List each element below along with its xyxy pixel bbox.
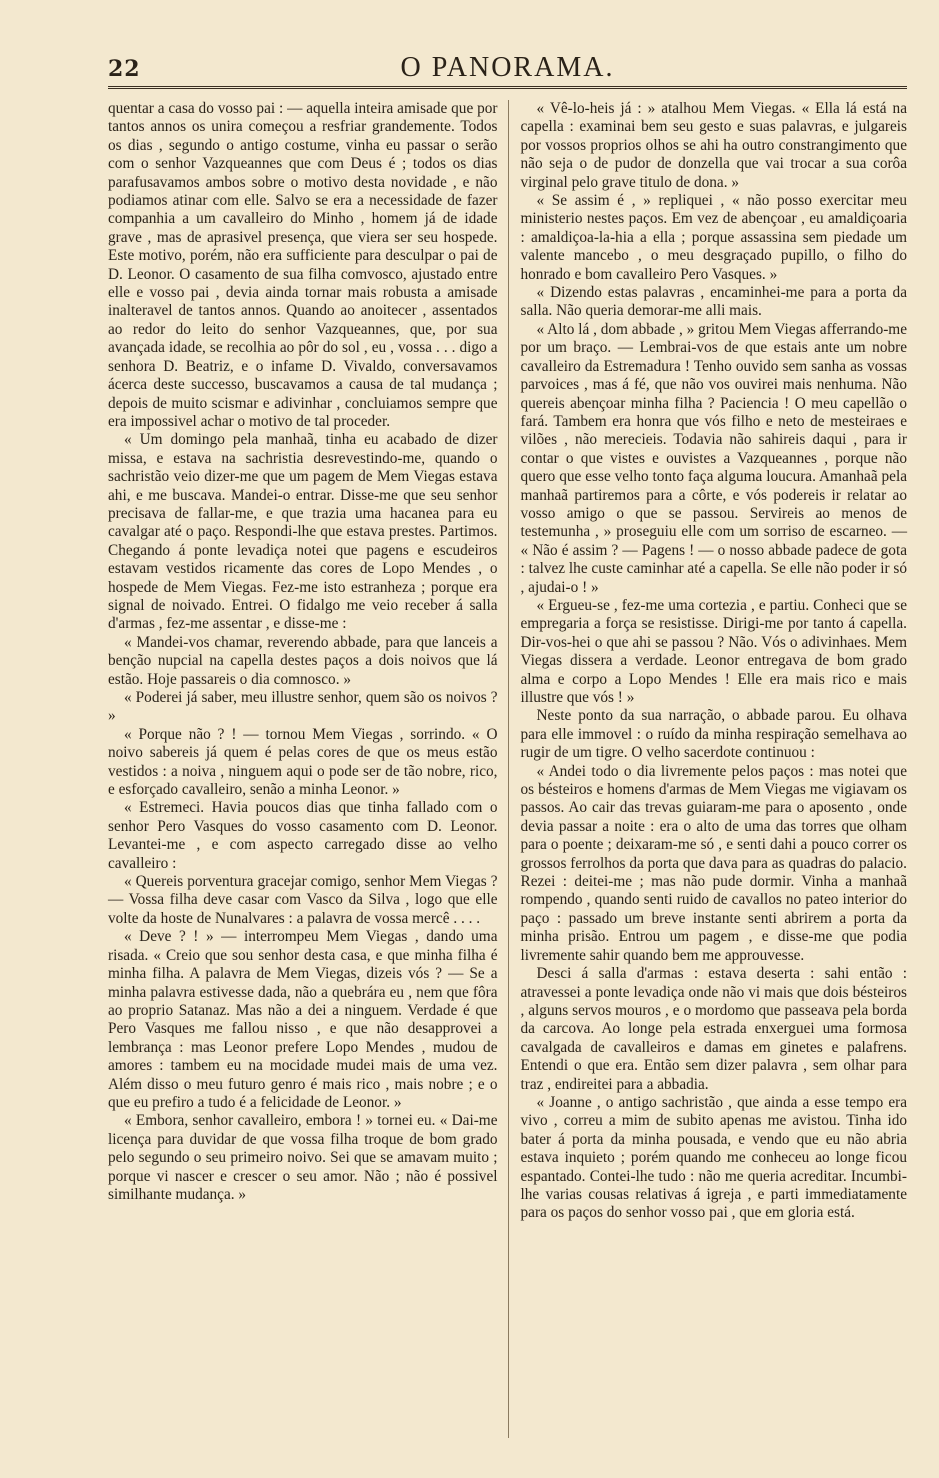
publication-title: O PANORAMA.: [400, 52, 615, 83]
paragraph: « Embora, senhor cavalleiro, embora ! » tornei eu. « Dai-me licença para duvidar de que vossa filha troque de bom grado pelo segundo o seu primeiro noivo. Sei que se amavam muito ; porque vi nascer e crescer o seu amor. Não ; não é possivel similhante mudança. »: [108, 1112, 498, 1203]
paragraph: « Um domingo pela manhaã, tinha eu acabado de dizer missa, e estava na sachristia desrevestindo-me, quando o sachristão veio dizer-me que um pagem de Mem Viegas estava ahi, e me buscava. Mandei-o entrar. Disse-me que seu senhor precisava de fallar-me, e que trazia uma hacanea para eu cavalgar até o paço. Respondi-lhe que estava prestes. Partimos. Chegando á ponte levadiça notei que pagens e escudeiros estavam vestidos ricamente das cores de Lopo Mendes , o hospede de Mem Viegas. Fez-me isto estranheza ; porque era signal de noivado. Entrei. O fidalgo me veio receber á salla d'armas , fez-me assentar , e disse-me :: [108, 431, 498, 633]
page-number: 22: [108, 56, 141, 82]
left-column: [108, 100, 508, 1438]
paragraph: « Porque não ? ! — tornou Mem Viegas , sorrindo. « O noivo sabereis já quem é pelas cores de que os meus estão vestidos : a noiva , ninguem aqui o pode ser de tão nobre, rico, e esforçado cavalleiro, senão a minha Leonor. »: [108, 725, 498, 799]
paragraph: quentar a casa do vosso pai : — aquella inteira amisade que por tantos annos os unira começou a resfriar grandemente. Todos os dias , segundo o antigo costume, vinha eu passar o serão com o senhor Vazqueannes que com Deus é ; todos os dias parafusavamos ambos sobre o motivo desta novidade , e não podiamos atinar com elle. Salvo se era a necessidade de fazer companhia a um cavalleiro do Minho , homem já de idade grave , mas de aprasivel presença, que viera ser seu hospede. Este motivo, porém, não era sufficiente para desculpar o pai de D. Leonor. O casamento de sua filha comvosco, ajustado entre elle e vosso pai , devia ainda tornar mais robusta a amisade inalteravel de tantos annos. Quando ao anoitecer , assentados ao redor do leito do senhor Vazqueannes, que, por sua avançada idade, se recolhia ao pôr do sol , eu , vossa . . . digo a senhora D. Beatriz, e o infame D. Vivaldo, conversavamos ácerca deste successo, buscavamos a causa de tal mudança ; depois de muito scismar e adivinhar , concluiamos sempre que era impossivel achar o motivo de tal proceder.: [108, 100, 498, 430]
paragraph: Desci á salla d'armas : estava deserta : sahi então : atravessei a ponte levadiça onde não vi mais que dois bésteiros , alguns servos mouros , e o mordomo que passeava pela borda da carcova. Ao longe pela estrada enxerguei uma formosa cavalgada de cavalleiros e damas em ginetes e palafrens. Entendi o que era. Então sem dizer palavra , sem olhar para traz , endireitei para a abbadia.: [520, 965, 907, 1093]
paragraph: « Quereis porventura gracejar comigo, senhor Mem Viegas ? — Vossa filha deve casar com Vasco da Silva , logo que elle volte da hoste de Nunalvares : a palavra de vossa mercê . . . .: [108, 873, 498, 927]
paragraph: « Vê-lo-heis já : » atalhou Mem Viegas. « Ella lá está na capella : examinai bem seu gesto e suas palavras, e julgareis por vossos proprios olhos se ahi ha outro constrangimento que não seja o de pudor de donzella que vai trocar a sua corôa virginal pelo grave titulo de dona. »: [520, 100, 907, 191]
text-columns: [108, 100, 907, 1438]
paragraph: « Estremeci. Havia poucos dias que tinha fallado com o senhor Pero Vasques do vosso casamento com D. Leonor. Levantei-me , e com aspecto carregado disse ao velho cavalleiro :: [108, 799, 498, 872]
right-column: [508, 100, 908, 1438]
paragraph: « Ergueu-se , fez-me uma cortezia , e partiu. Conheci que se empregaria a força se resistisse. Dirigi-me por tanto á capella. Dir-vos-hei o que ahi se passou ? Não. Vós o adivinhaes. Mem Viegas dissera a verdade. Leonor entregava de bom grado alma e corpo a Lopo Mendes ! Elle era mais rico e mais illustre que vós ! »: [520, 596, 907, 706]
paragraph: « Alto lá , dom abbade , » gritou Mem Viegas afferrando-me por um braço. — Lembrai-vos de que estais ante um nobre cavalleiro da Estremadura ! Tenho ouvido sem sanha as vossas parvoices , mas á fé, que não vos ouvirei mais nenhuma. Não quereis abençoar minha filha ? Paciencia ! O meu capellão o fará. Tambem era honra que vós filho e neto de mesteiraes e vilões , não merecieis. Todavia não sahireis daqui , para ir contar o que vistes e ouvistes a Vazqueannes , porque não quero que esse velho tonto faça alguma loucura. Amanhaã pela manhaã partiremos para a côrte, e vós podereis ir relatar ao vosso amigo o que se passou. Servireis ao menos de testemunha , » proseguiu elle com um sorriso de escarneo. — « Não é assim ? — Pagens ! — o nosso abbade padece de gota : talvez lhe custe caminhar até a capella. Se elle não poder ir só , ajudai-o ! »: [520, 320, 907, 596]
paragraph: « Deve ? ! » — interrompeu Mem Viegas , dando uma risada. « Creio que sou senhor desta casa, e que minha filha é minha filha. A palavra de Mem Viegas, dizeis vós ? — Se a minha palavra estivesse dada, não a quebrára eu , nem que fôra ao proprio Satanaz. Mas não a dei a ninguem. Verdade é que Pero Vasques me fallou nisso , e que não desapprovei a lembrança : mas Leonor prefere Lopo Mendes , mudou de amores : tambem eu na mocidade mudei mais de uma vez. Além disso o meu futuro genro é mais rico , mais nobre ; e o que eu prefiro a tudo é a felicidade de Leonor. »: [108, 928, 498, 1111]
paragraph: « Se assim é , » repliquei , « não posso exercitar meu ministerio nestes paços. Em vez de abençoar , eu amaldiçoaria : amaldiçoa-la-hia a ella ; porque assassina sem piedade um valente mancebo , o meu desgraçado pupillo, o filho do honrado e bom cavalleiro Pero Vasques. »: [520, 192, 907, 283]
paragraph: « Joanne , o antigo sachristão , que ainda a esse tempo era vivo , correu a mim de subito apenas me avistou. Tinha ido bater á porta da minha pousada, e vendo que eu não abria estava inquieto ; porém quando me conheceu ao longe ficou espantado. Contei-lhe tudo : não me queria acreditar. Incumbi-lhe varias cousas relativas á igreja , e parti immediatamente para os paços do senhor vosso pai , que em gloria está.: [520, 1093, 907, 1222]
paragraph: « Mandei-vos chamar, reverendo abbade, para que lanceis a benção nupcial na capella destes paços a dois noivos que lá estão. Hoje passareis o dia comnosco. »: [108, 633, 498, 688]
paragraph: Neste ponto da sua narração, o abbade parou. Eu olhava para elle immovel : o ruído da minha respiração semelhava ao rugir de um tigre. O velho sacerdote continuou :: [520, 707, 907, 762]
paragraph: « Dizendo estas palavras , encaminhei-me para a porta da salla. Não queria demorar-me alli mais.: [520, 284, 907, 320]
page-header: [108, 50, 907, 89]
paragraph: « Andei todo o dia livremente pelos paços : mas notei que os bésteiros e homens d'armas de Mem Viegas me vigiavam os passos. Ao cair das trevas guiaram-me para o aposento , onde devia passar a noite : era o alto de uma das torres que olham para o poente ; deixaram-me só , e senti dahi a pouco correr os grossos ferrolhos da porta que dava para as quadras do palacio. Rezei : deitei-me ; mas não pude dormir. Vinha a manhaã rompendo , quando senti ruido de cavallos no pateo interior do paço : passado um breve instante senti abrirem a porta da minha prisão. Entrou um pagem , e disse-me que podia livremente sahir quando bem me approuvesse.: [520, 762, 907, 964]
paragraph: « Poderei já saber, meu illustre senhor, quem são os noivos ? »: [108, 689, 498, 725]
